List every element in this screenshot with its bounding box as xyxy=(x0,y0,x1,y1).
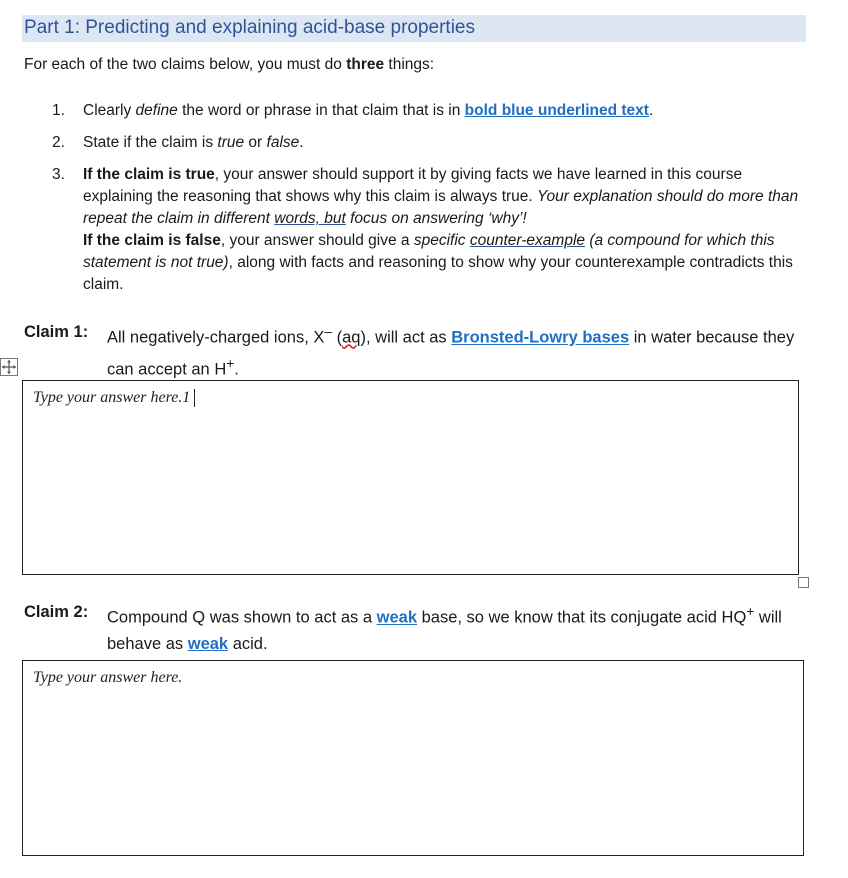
weak-link[interactable]: weak xyxy=(187,634,229,653)
list-item: 3. If the claim is true, your answer should support it by giving facts we have learned in this course explaining the reasoning that shows why this claim is always true. Your explanation should do more than repeat the claim in different words, but focus on answering ‘why’! If the claim is false, your answer should give a specific counter-example (a compound for which this statement is not true), along with facts and reasoning to show why your counterexample contradicts this claim. xyxy=(52,166,799,293)
bold-blue-link[interactable]: bold blue underlined text xyxy=(464,102,649,119)
list-item: 2. State if the claim is true or false. xyxy=(52,134,304,151)
spelling-flag[interactable]: aq xyxy=(342,328,361,347)
bronsted-lowry-link[interactable]: Bronsted-Lowry bases xyxy=(451,328,630,347)
claim-text: Compound Q was shown to act as a weak base, so we know that its conjugate acid HQ+ will behave as weak acid. xyxy=(107,604,782,653)
answer-placeholder[interactable]: Type your answer here. xyxy=(33,669,183,686)
table-move-icon[interactable] xyxy=(0,358,18,376)
claim-2 xyxy=(24,599,824,657)
answer-box-1[interactable] xyxy=(22,380,799,575)
claim-text: All negatively-charged ions, X– (aq), will act as Bronsted-Lowry bases in water because they can accept an H+. xyxy=(107,324,795,378)
list-item: 1. Clearly define the word or phrase in that claim that is in bold blue underlined text. xyxy=(52,102,654,119)
claim-label: Claim 2: xyxy=(24,603,89,621)
table-resize-icon[interactable] xyxy=(798,577,809,588)
answer-box-2[interactable] xyxy=(22,660,804,856)
weak-link[interactable]: weak xyxy=(376,608,418,627)
instructions-list xyxy=(52,100,802,296)
section-heading-bar xyxy=(22,15,806,42)
claim-1 xyxy=(24,319,824,382)
text-cursor xyxy=(194,389,195,407)
intro-paragraph: For each of the two claims below, you must do three things: xyxy=(24,56,435,73)
move-arrows-icon xyxy=(1,359,17,375)
section-heading: Part 1: Predicting and explaining acid-base properties xyxy=(24,17,475,38)
claim-label: Claim 1: xyxy=(24,323,89,341)
answer-text[interactable]: Type your answer here.1 xyxy=(33,389,195,407)
